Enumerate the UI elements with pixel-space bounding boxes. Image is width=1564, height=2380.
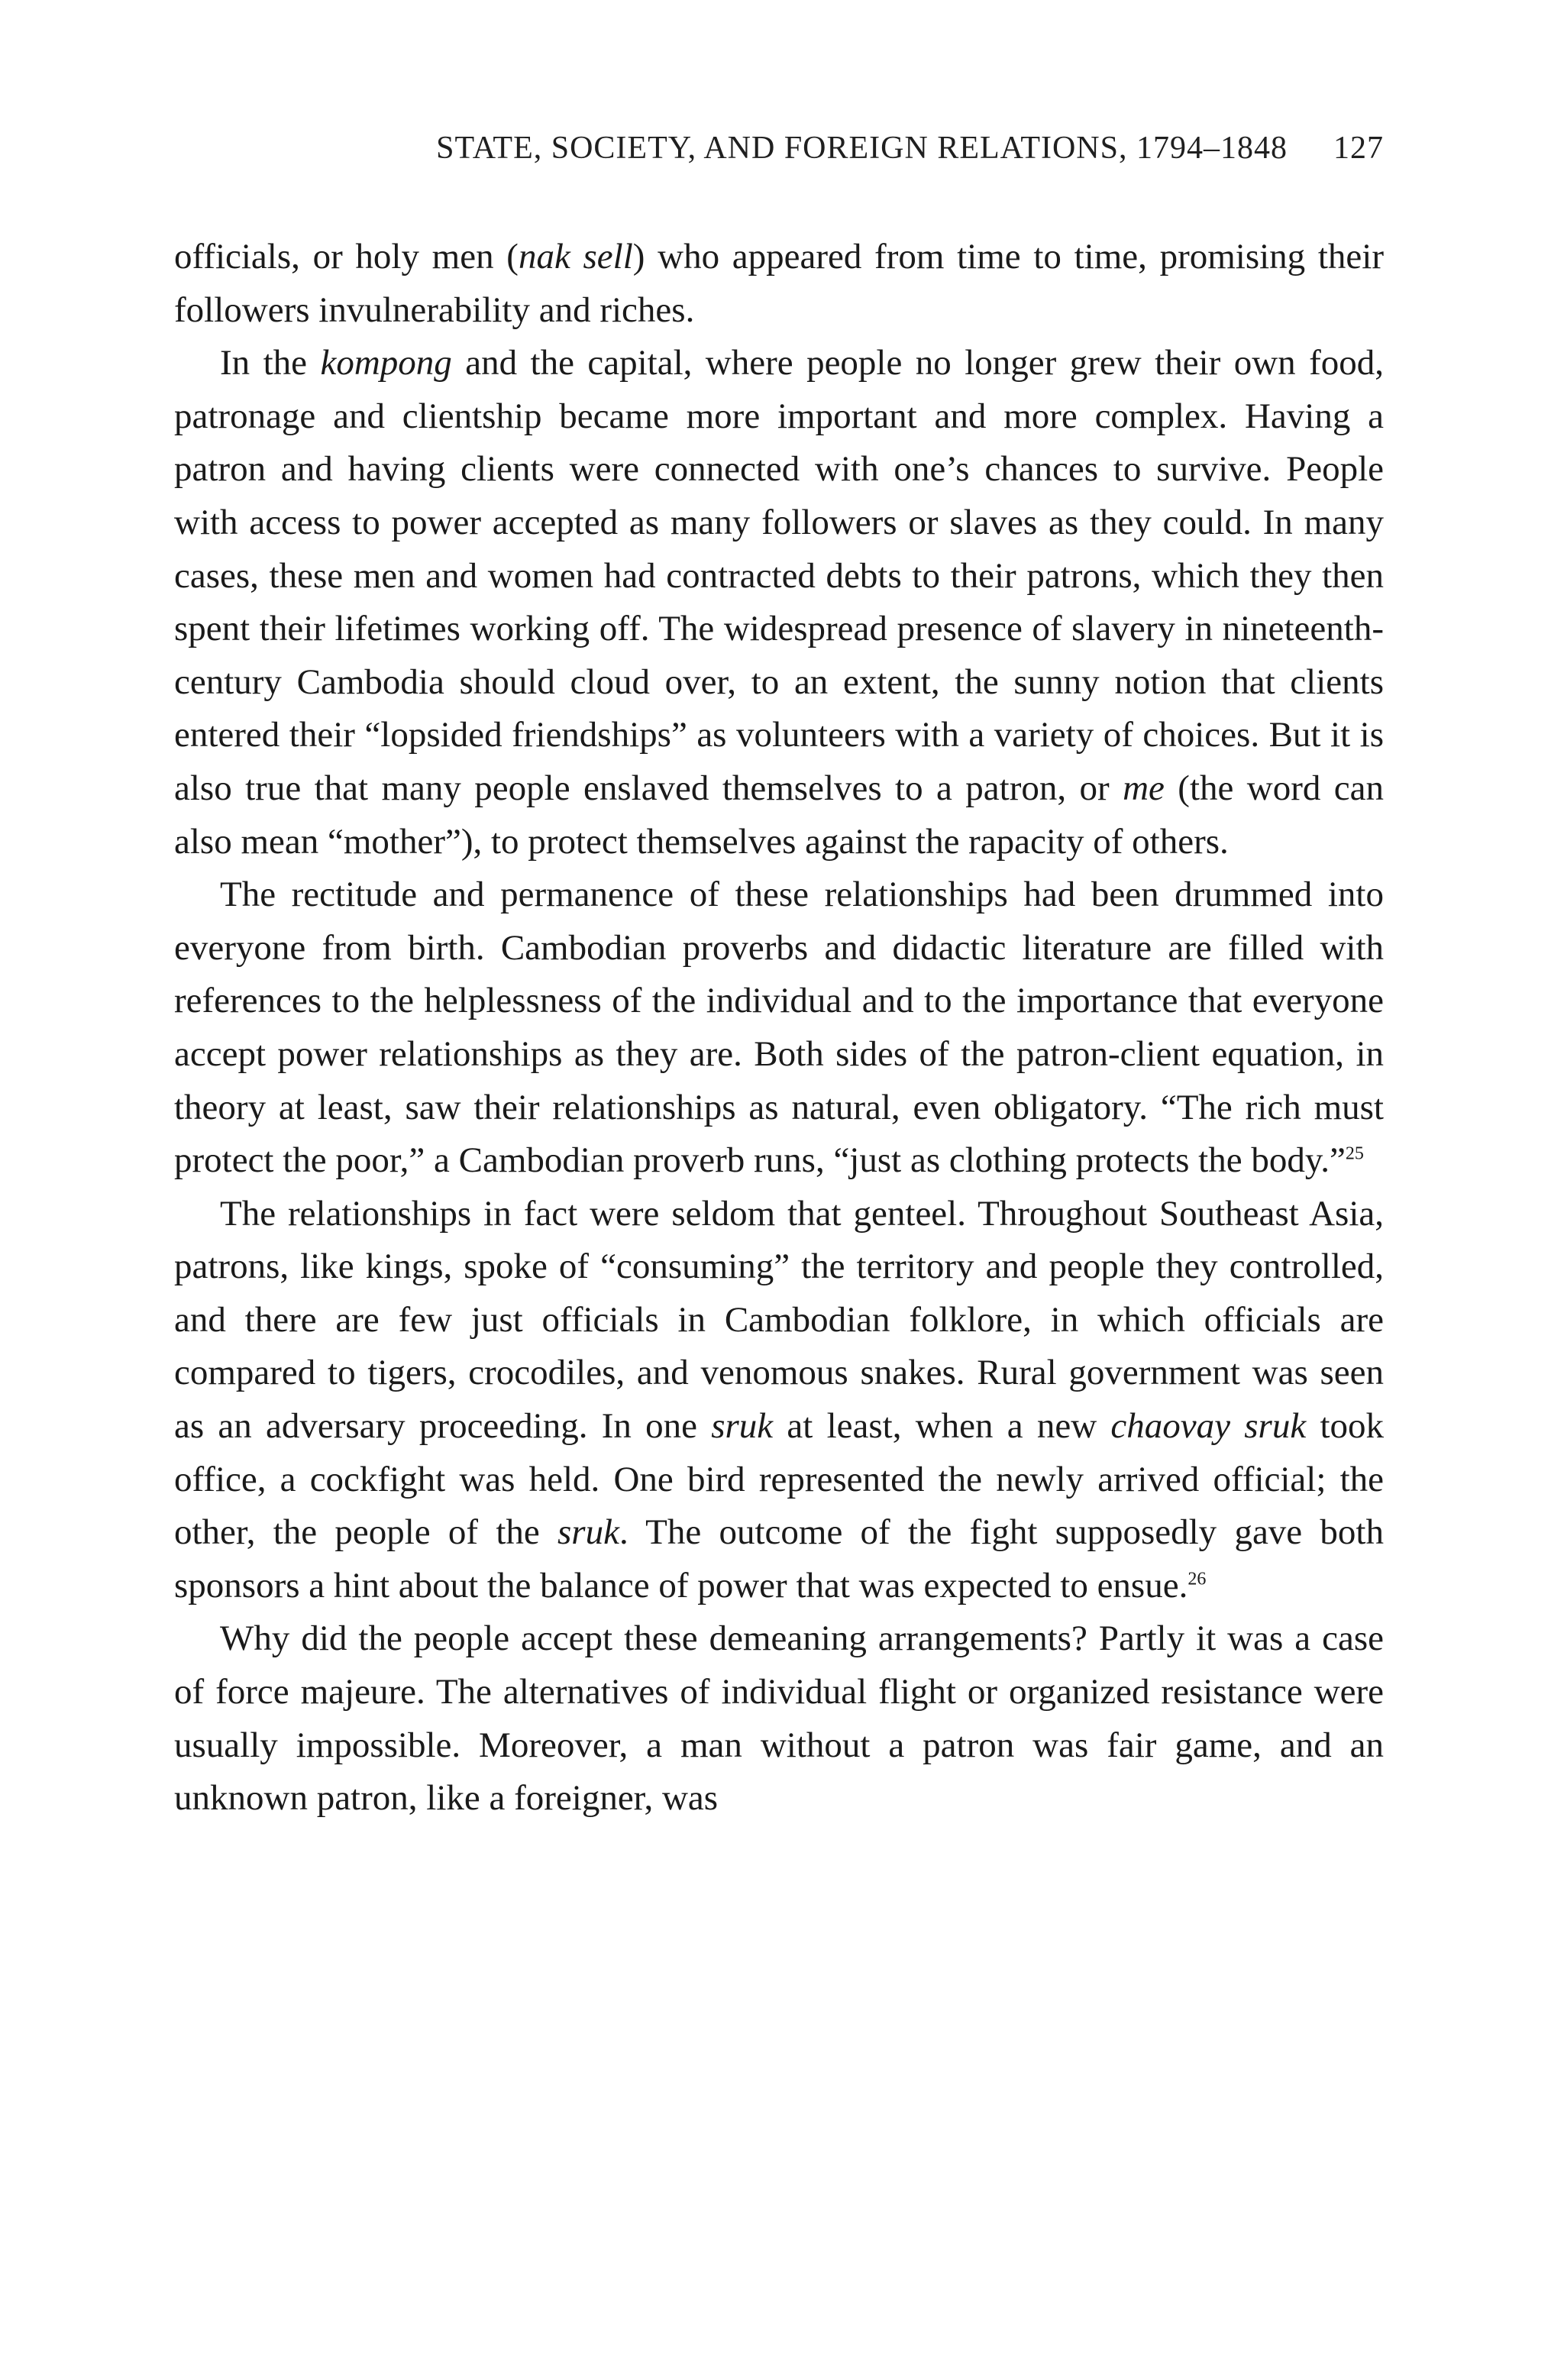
text-run: The relationships in fact were seldom that genteel. Throughout Southeast Asia, patrons, like kings, spoke of “consuming” the territory and people they controlled, and there are few just officials in Cambodian folklore, in which officials are compared to tigers, crocodiles, and venomous snakes. Rural government was seen as an adversary proceeding. In one	[174, 1193, 1384, 1447]
footnote-marker: 25	[1345, 1143, 1364, 1164]
italic-term: kompong	[320, 343, 452, 383]
paragraph-3	[174, 868, 1384, 1188]
text-run: . The outcome of the fight supposedly gave both sponsors a hint about the balance of power that was expected to ensue.	[174, 1512, 1384, 1606]
text-run: took office, a cockfight was held. One bird represented the newly arrived official; the other, the people of the	[174, 1406, 1385, 1553]
text-run: (the word can also mean “mother”), to protect themselves against the rapacity of others.	[174, 768, 1384, 862]
body-text	[174, 231, 1384, 1825]
paragraph-1	[174, 231, 1384, 337]
italic-term: me	[1123, 768, 1165, 808]
paragraph-5	[174, 1612, 1384, 1825]
italic-term: chaovay sruk	[1110, 1406, 1307, 1447]
text-run: officials, or holy men (	[174, 237, 519, 276]
text-run: In the	[220, 343, 321, 383]
paragraph-4	[174, 1188, 1384, 1613]
footnote-marker: 26	[1188, 1569, 1207, 1589]
text-run: at least, when a new	[773, 1406, 1111, 1447]
text-run: and the capital, where people no longer grew their own food, patronage and clientship became more important and more complex. Having a patron and having clients were connected with one’s chances to survive. People with access to power accepted as many followers or slaves as they could. In many cases, these men and women had contracted debts to their patrons, which they then spent their lifetimes working off. The widespread presence of slavery in nineteenth-century Cambodia should cloud over, to an extent, the sunny notion that clients entered their “lopsided friendships” as volunteers with a variety of choices. But it is also true that many people enslaved themselves to a patron, or	[174, 343, 1384, 808]
running-title: STATE, SOCIETY, AND FOREIGN RELATIONS, 1794–1848	[436, 131, 1288, 166]
text-run: Why did the people accept these demeaning arrangements? Partly it was a case of force majeure. The alternatives of individual flight or organized resistance were usually impossible. Moreover, a man without a patron was fair game, and an unknown patron, like a foreigner, was	[174, 1618, 1384, 1819]
running-head	[177, 130, 1384, 176]
text-run: The rectitude and permanence of these relationships had been drummed into everyone from birth. Cambodian proverbs and didactic literature are filled with references to the helplessness of the individual and to the importance that everyone accept power relationships as they are. Both sides of the patron-client equation, in theory at least, saw their relationships as natural, even obligatory. “The rich must protect the poor,” a Cambodian proverb runs, “just as clothing protects the body.”	[174, 875, 1384, 1181]
text-run: ) who appeared from time to time, promising their followers invulnerability and riches.	[174, 237, 1385, 330]
italic-term: sruk	[711, 1406, 774, 1447]
page-number: 127	[1333, 131, 1384, 166]
italic-term: nak sell	[518, 237, 633, 276]
italic-term: sruk	[557, 1512, 619, 1553]
paragraph-2	[174, 337, 1384, 868]
